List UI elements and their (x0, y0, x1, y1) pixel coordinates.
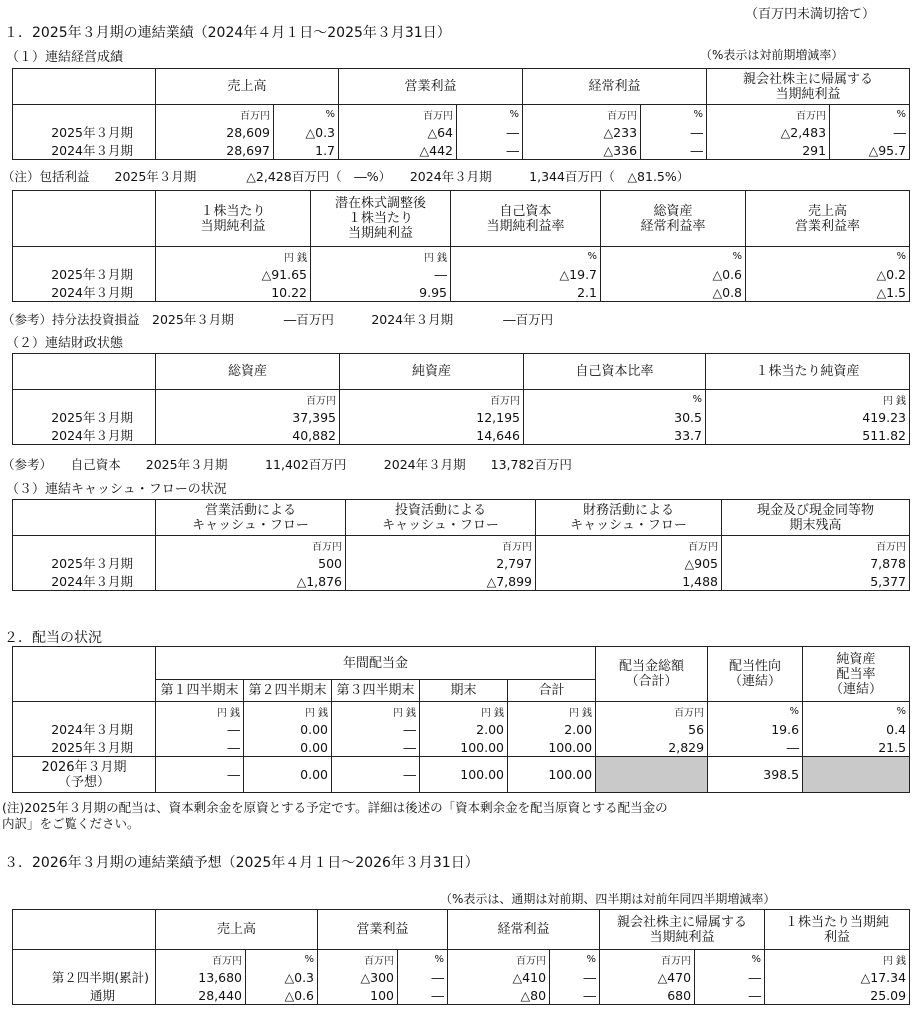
col-head-annual-dividend: 年間配当金 (156, 647, 596, 680)
unit: % (803, 702, 910, 721)
col-head-ordinary-profit: 経常利益 (523, 69, 707, 105)
col-head-year-end: 期末 (420, 680, 508, 702)
col-head-text: 配当金総額 （合計） (619, 659, 685, 689)
col-head-text: 自己資本 当期純利益率 (486, 203, 565, 234)
table-row (13, 720, 910, 738)
dividend-table (12, 646, 910, 793)
cell: △0.3 (246, 968, 318, 986)
col-head-text: １株当たり 当期純利益 (200, 203, 266, 234)
col-head-sales: 売上高 (156, 910, 318, 950)
corner-cell (13, 191, 156, 247)
cell: △2,483 (707, 123, 830, 141)
unit: 百万円 (523, 105, 641, 124)
unit: 円 銭 (420, 702, 508, 721)
cell: 511.82 (706, 426, 910, 445)
col-head-net-assets: 純資産 (340, 354, 524, 390)
col-head-doe (803, 647, 910, 702)
row-label (13, 390, 156, 409)
forecast-row (13, 757, 910, 793)
unit: 円 銭 (244, 702, 332, 721)
cell: 2.1 (451, 283, 601, 302)
cell: 28,440 (156, 986, 246, 1005)
cell: 40,882 (156, 426, 340, 445)
unit: 百万円 (600, 950, 695, 969)
col-head-roa (601, 191, 746, 247)
cell: △0.6 (601, 265, 746, 283)
table-row (13, 123, 910, 141)
col-head-q2: 第２四半期末 (244, 680, 332, 702)
col-head-text: 財務活動による キャッシュ・フロー (570, 502, 687, 533)
section3-title: ３．2026年３月期の連結業績予想（2025年４月１日～2026年３月31日） (4, 855, 479, 871)
unit: % (550, 950, 600, 969)
cell: △0.8 (601, 283, 746, 302)
col-head-text: 純資産 配当率 （連結） (830, 651, 883, 697)
corner-cell (13, 500, 156, 536)
col-head-diluted-eps (311, 191, 451, 247)
cell: 2,797 (346, 554, 536, 572)
cell: ― (641, 123, 707, 141)
row-label: 2025年３月期 (13, 408, 156, 426)
col-head-payout-ratio (708, 647, 803, 702)
section2-title: ２．配当の状況 (4, 630, 102, 646)
col-head-financing-cf (536, 500, 722, 536)
cell: △0.2 (746, 265, 910, 283)
row-label: 2025年３月期 (13, 738, 156, 757)
row-label (13, 105, 156, 124)
row-label: 2024年３月期 (13, 141, 156, 160)
cell: △233 (523, 123, 641, 141)
unit: % (274, 105, 339, 124)
cell: △410 (448, 968, 550, 986)
col-head-roe (451, 191, 601, 247)
corner-cell (13, 647, 156, 702)
cell: 33.7 (524, 426, 706, 445)
cell: 291 (707, 141, 830, 160)
row-label: 2024年３月期 (13, 283, 156, 302)
unit: 百万円 (156, 105, 274, 124)
row-label: 2025年３月期 (13, 265, 156, 283)
row-label-text: 2026年３月期 （予想） (41, 759, 127, 790)
cell: ― (332, 757, 420, 793)
corner-cell (13, 69, 156, 105)
cell: 1.7 (274, 141, 339, 160)
row-label (13, 702, 156, 721)
table-row (13, 283, 910, 302)
cell: 13,680 (156, 968, 246, 986)
cell: △0.3 (274, 123, 339, 141)
cell: 56 (596, 720, 708, 738)
unit: 円 銭 (765, 950, 910, 969)
cell: 5,377 (722, 572, 910, 591)
cell: 21.5 (803, 738, 910, 757)
cell: 2,829 (596, 738, 708, 757)
unit: 百万円 (340, 390, 524, 409)
col-head-q3: 第３四半期末 (332, 680, 420, 702)
financial-position-table (12, 353, 910, 445)
unit: 百万円 (318, 950, 398, 969)
table-row (13, 265, 910, 283)
unit: 円 銭 (706, 390, 910, 409)
col-head-eps (156, 191, 311, 247)
col-head-total-dividend (596, 647, 708, 702)
table-row (13, 986, 910, 1005)
shaded-cell (803, 757, 910, 793)
unit: 百万円 (596, 702, 708, 721)
cell: 419.23 (706, 408, 910, 426)
col-head-text: 潜在株式調整後 １株当たり 当期純利益 (334, 196, 426, 241)
col-head-text: 売上高 営業利益率 (794, 203, 860, 234)
cell: △300 (318, 968, 398, 986)
cell: 19.6 (708, 720, 803, 738)
row-label: 2024年３月期 (13, 426, 156, 445)
unit: 百万円 (722, 536, 910, 555)
col-head-operating-profit: 営業利益 (318, 910, 448, 950)
operating-results-table (12, 68, 910, 160)
cell: ― (457, 141, 523, 160)
col-head-total-assets: 総資産 (156, 354, 340, 390)
unit: % (524, 390, 706, 409)
cell: ― (695, 968, 765, 986)
comprehensive-income-note: （注）包括利益 2025年３月期 △2,428百万円（ ―%） 2024年３月期 1,344百万円（ △81.5%） (2, 169, 690, 184)
section1-sub2-title: （２）連結財政状態 (6, 336, 124, 351)
unit: 円 銭 (156, 247, 311, 266)
col-head-operating-margin (746, 191, 910, 247)
cell: 2.00 (508, 720, 596, 738)
table-row (13, 426, 910, 445)
unit: 百万円 (156, 390, 340, 409)
cell: △91.65 (156, 265, 311, 283)
col-head-text: 配当性向 （連結） (729, 659, 782, 689)
cell: △0.6 (246, 986, 318, 1005)
col-head-ordinary-profit: 経常利益 (448, 910, 600, 950)
col-head-text: 現金及び現金同等物 期末残高 (756, 502, 874, 533)
unit: % (708, 702, 803, 721)
dividend-note: (注)2025年３月期の配当は、資本剰余金を原資とする予定です。詳細は後述の「資本剰余金を配当原資とする配当金の 内訳」をご覧ください。 (2, 800, 668, 831)
cell: 100.00 (508, 757, 596, 793)
cell: ― (311, 265, 451, 283)
unit: % (641, 105, 707, 124)
cell: 7,878 (722, 554, 910, 572)
cell: ― (695, 986, 765, 1005)
unit: 百万円 (536, 536, 722, 555)
unit: % (746, 247, 910, 266)
cell: △905 (536, 554, 722, 572)
cell: 0.00 (244, 757, 332, 793)
cell: 37,395 (156, 408, 340, 426)
corner-cell (13, 910, 156, 950)
change-rate-note: （%表示は対前期増減率） (700, 48, 844, 62)
cell: ― (830, 123, 910, 141)
cell: ― (332, 738, 420, 757)
col-head-net-income (600, 910, 765, 950)
cell: ― (156, 738, 244, 757)
cell: ― (156, 720, 244, 738)
per-share-table (12, 190, 910, 302)
unit: % (246, 950, 318, 969)
row-label: 通期 (13, 986, 156, 1005)
forecast-rate-note: （%表示は、通期は対前期、四半期は対前年同四半期増減率） (440, 892, 776, 906)
col-head-q1: 第１四半期末 (156, 680, 244, 702)
cell: 0.00 (244, 720, 332, 738)
cell: △442 (339, 141, 457, 160)
col-head-equity-ratio: 自己資本比率 (524, 354, 706, 390)
cell: ― (156, 757, 244, 793)
col-head-eps (765, 910, 910, 950)
cell: △95.7 (830, 141, 910, 160)
cell: 500 (156, 554, 346, 572)
cell: 10.22 (156, 283, 311, 302)
col-head-text: 親会社株主に帰属する 当期純利益 (617, 914, 748, 945)
section1-sub1-title: （１）連結経営成績 (6, 50, 124, 65)
unit: 百万円 (156, 536, 346, 555)
corner-cell (13, 354, 156, 390)
unit-note: （百万円未満切捨て） (745, 7, 876, 22)
cell: △470 (600, 968, 695, 986)
cell: 2.00 (420, 720, 508, 738)
cell: 100.00 (420, 738, 508, 757)
table-row (13, 738, 910, 757)
cell: 398.5 (708, 757, 803, 793)
section1-title: １．2025年３月期の連結業績（2024年４月１日～2025年３月31日） (4, 25, 451, 41)
unit: 百万円 (346, 536, 536, 555)
shaded-cell (596, 757, 708, 793)
row-label: 2025年３月期 (13, 554, 156, 572)
cell: 100.00 (508, 738, 596, 757)
unit: 百万円 (339, 105, 457, 124)
cell: 1,488 (536, 572, 722, 591)
cell: 28,697 (156, 141, 274, 160)
col-head-investing-cf (346, 500, 536, 536)
forecast-table (12, 909, 910, 1005)
col-head-text: １株当たり当期純 利益 (785, 914, 890, 945)
cell: △336 (523, 141, 641, 160)
cell: △7,899 (346, 572, 536, 591)
cell: △1.5 (746, 283, 910, 302)
col-head-operating-profit: 営業利益 (339, 69, 523, 105)
col-head-net-income (707, 69, 910, 105)
col-head-cash-balance (722, 500, 910, 536)
cell: △17.34 (765, 968, 910, 986)
cell: ― (457, 123, 523, 141)
row-label: 2025年３月期 (13, 123, 156, 141)
row-label (13, 536, 156, 555)
cell: ― (641, 141, 707, 160)
unit: 円 銭 (508, 702, 596, 721)
cash-flow-table (12, 499, 910, 591)
cell: ― (550, 968, 600, 986)
unit: 円 銭 (156, 702, 244, 721)
cell: ― (550, 986, 600, 1005)
row-label (13, 757, 156, 793)
cell: ― (332, 720, 420, 738)
col-head-operating-cf (156, 500, 346, 536)
unit: 円 銭 (311, 247, 451, 266)
row-label (13, 950, 156, 969)
cell: △64 (339, 123, 457, 141)
cell: 28,609 (156, 123, 274, 141)
cell: △19.7 (451, 265, 601, 283)
unit: 円 銭 (332, 702, 420, 721)
cell: 100 (318, 986, 398, 1005)
cell: ― (398, 986, 448, 1005)
cell: ― (398, 968, 448, 986)
table-row (13, 968, 910, 986)
unit: 百万円 (156, 950, 246, 969)
table-row (13, 408, 910, 426)
col-head-net-income-text: 親会社株主に帰属する 当期純利益 (743, 71, 874, 102)
cell: 0.4 (803, 720, 910, 738)
table-row (13, 554, 910, 572)
row-label (13, 247, 156, 266)
section1-sub3-title: （３）連結キャッシュ・フローの状況 (6, 482, 227, 497)
cell: 30.5 (524, 408, 706, 426)
row-label: 第２四半期(累計) (13, 968, 156, 986)
cell: 100.00 (420, 757, 508, 793)
unit: % (398, 950, 448, 969)
equity-capital-note: （参考） 自己資本 2025年３月期 11,402百万円 2024年３月期 13,782百万円 (2, 457, 572, 472)
cell: 12,195 (340, 408, 524, 426)
cell: 25.09 (765, 986, 910, 1005)
cell: △1,876 (156, 572, 346, 591)
row-label: 2024年３月期 (13, 720, 156, 738)
cell: 0.00 (244, 738, 332, 757)
table-row (13, 141, 910, 160)
unit: % (695, 950, 765, 969)
unit: % (601, 247, 746, 266)
col-head-text: 総資産 経常利益率 (640, 203, 706, 234)
cell: 680 (600, 986, 695, 1005)
col-head-sales: 売上高 (156, 69, 339, 105)
unit: 百万円 (707, 105, 830, 124)
row-label: 2024年３月期 (13, 572, 156, 591)
unit: 百万円 (448, 950, 550, 969)
col-head-text: 営業活動による キャッシュ・フロー (192, 502, 309, 533)
col-head-bps: １株当たり純資産 (706, 354, 910, 390)
cell: 9.95 (311, 283, 451, 302)
col-head-text: 投資活動による キャッシュ・フロー (382, 502, 499, 533)
cell: ― (708, 738, 803, 757)
col-head-total: 合計 (508, 680, 596, 702)
unit: % (830, 105, 910, 124)
cell: △80 (448, 986, 550, 1005)
table-row (13, 572, 910, 591)
unit: % (457, 105, 523, 124)
unit: % (451, 247, 601, 266)
equity-method-note: （参考）持分法投資損益 2025年３月期 ―百万円 2024年３月期 ―百万円 (2, 312, 554, 327)
cell: 14,646 (340, 426, 524, 445)
